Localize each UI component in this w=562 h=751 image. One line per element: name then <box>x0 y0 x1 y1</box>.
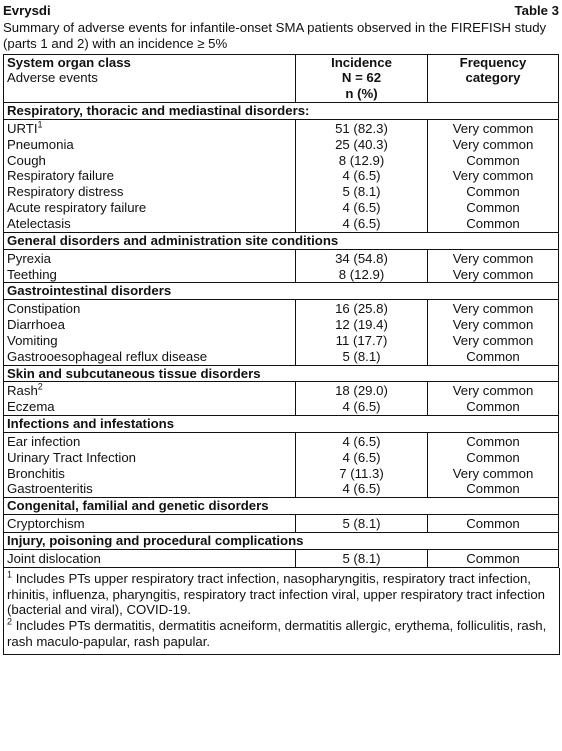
adverse-event-name: Atelectasis <box>7 215 71 231</box>
adverse-event-name: Gastroenteritis <box>7 481 93 497</box>
adverse-event-cell <box>4 349 296 365</box>
table-row <box>4 450 559 466</box>
adverse-event-group <box>4 515 559 533</box>
incidence-cell: 51 (82.3) <box>296 119 428 136</box>
header-col1-subtitle: Adverse events <box>7 70 98 86</box>
header-col1-title: System organ class <box>7 54 131 70</box>
footnote-1-marker: 1 <box>7 569 13 580</box>
section-header-group <box>4 416 559 433</box>
header-col2-n: N = 62 <box>341 70 382 86</box>
adverse-events-table <box>3 54 559 568</box>
adverse-event-name: Urinary Tract Infection <box>7 449 136 465</box>
frequency-cell: Very common <box>428 333 559 349</box>
frequency-cell: Very common <box>428 317 559 333</box>
incidence-cell: 4 (6.5) <box>296 450 428 466</box>
adverse-event-name: Respiratory distress <box>7 184 124 200</box>
frequency-cell: Very common <box>428 300 559 317</box>
table-row <box>4 300 559 317</box>
adverse-event-cell <box>4 200 296 216</box>
incidence-cell: 5 (8.1) <box>296 515 428 533</box>
incidence-cell: 12 (19.4) <box>296 317 428 333</box>
table-row <box>4 549 559 567</box>
document-header <box>3 3 559 19</box>
frequency-cell: Very common <box>428 137 559 153</box>
incidence-cell: 4 (6.5) <box>296 399 428 415</box>
adverse-event-cell <box>4 317 296 333</box>
adverse-event-cell <box>4 549 296 567</box>
frequency-cell: Very common <box>428 267 559 283</box>
incidence-cell: 4 (6.5) <box>296 432 428 449</box>
table-row <box>4 184 559 200</box>
adverse-event-name: Pyrexia <box>7 250 51 266</box>
adverse-event-name: Teething <box>7 266 57 282</box>
table-row <box>4 153 559 169</box>
adverse-event-cell <box>4 153 296 169</box>
adverse-event-cell <box>4 249 296 266</box>
section-header-row <box>4 103 559 120</box>
frequency-cell: Common <box>428 432 559 449</box>
table-row <box>4 481 559 497</box>
incidence-cell: 4 (6.5) <box>296 216 428 232</box>
adverse-event-cell <box>4 184 296 200</box>
adverse-event-name: Rash <box>7 383 38 399</box>
adverse-event-cell <box>4 333 296 349</box>
header-col2-unit: n (%) <box>345 86 378 102</box>
adverse-event-name: URTI <box>7 120 38 136</box>
system-organ-class-title: Gastrointestinal disorders <box>4 283 559 300</box>
adverse-event-cell <box>4 450 296 466</box>
header-col3-subtitle: category <box>465 70 521 86</box>
adverse-event-cell <box>4 399 296 415</box>
table-row <box>4 137 559 153</box>
incidence-cell: 8 (12.9) <box>296 267 428 283</box>
frequency-cell: Common <box>428 515 559 533</box>
adverse-event-name: Acute respiratory failure <box>7 200 147 216</box>
adverse-event-group <box>4 549 559 567</box>
adverse-event-group <box>4 432 559 497</box>
section-header-group <box>4 365 559 382</box>
system-organ-class-title: Congenital, familial and genetic disorders <box>4 498 559 515</box>
footnote-2 <box>7 618 556 650</box>
adverse-event-cell <box>4 267 296 283</box>
adverse-event-cell <box>4 515 296 533</box>
incidence-cell: 34 (54.8) <box>296 249 428 266</box>
table-row <box>4 349 559 365</box>
adverse-event-cell <box>4 216 296 232</box>
frequency-cell: Common <box>428 200 559 216</box>
incidence-cell: 5 (8.1) <box>296 549 428 567</box>
product-name: Evrysdi <box>3 3 51 18</box>
incidence-cell: 16 (25.8) <box>296 300 428 317</box>
header-frequency <box>428 54 559 103</box>
section-header-row <box>4 283 559 300</box>
adverse-event-group <box>4 382 559 416</box>
table-row <box>4 432 559 449</box>
footnote-2-marker: 2 <box>7 616 13 627</box>
incidence-cell: 18 (29.0) <box>296 382 428 399</box>
table-label: Table 3 <box>514 3 559 18</box>
frequency-cell: Common <box>428 481 559 497</box>
adverse-event-cell <box>4 432 296 449</box>
adverse-event-name: Cough <box>7 152 46 168</box>
incidence-cell: 11 (17.7) <box>296 333 428 349</box>
footnote-reference: 2 <box>37 382 43 393</box>
frequency-cell: Common <box>428 184 559 200</box>
header-col3-title: Frequency <box>459 54 527 70</box>
incidence-cell: 25 (40.3) <box>296 137 428 153</box>
adverse-event-name: Gastrooesophageal reflux disease <box>7 348 208 364</box>
frequency-cell: Common <box>428 399 559 415</box>
adverse-event-name: Constipation <box>7 301 81 317</box>
incidence-cell: 5 (8.1) <box>296 349 428 365</box>
section-header-group <box>4 498 559 515</box>
footnotes <box>3 568 560 655</box>
adverse-event-name: Respiratory failure <box>7 168 115 184</box>
incidence-cell: 8 (12.9) <box>296 153 428 169</box>
adverse-event-cell <box>4 382 296 399</box>
section-header-row <box>4 232 559 249</box>
table-row <box>4 200 559 216</box>
adverse-event-group <box>4 249 559 283</box>
incidence-cell: 4 (6.5) <box>296 481 428 497</box>
frequency-cell: Common <box>428 349 559 365</box>
table-row <box>4 515 559 533</box>
table-header-row <box>4 54 559 103</box>
header-col2-title: Incidence <box>331 54 392 70</box>
frequency-cell: Very common <box>428 249 559 266</box>
frequency-cell: Very common <box>428 382 559 399</box>
footnote-2-text: Includes PTs dermatitis, dermatitis acneiform, dermatitis allergic, erythema, folliculitis, rash, rash maculo-papular, rash papular. <box>7 618 547 650</box>
section-header-group <box>4 533 559 550</box>
frequency-cell: Very common <box>428 168 559 184</box>
table-row <box>4 216 559 232</box>
section-header-group <box>4 283 559 300</box>
adverse-event-name: Joint dislocation <box>7 550 101 566</box>
table-row <box>4 399 559 415</box>
table-row <box>4 382 559 399</box>
section-header-group <box>4 103 559 120</box>
adverse-event-cell <box>4 481 296 497</box>
section-header-group <box>4 232 559 249</box>
adverse-event-cell <box>4 300 296 317</box>
frequency-cell: Common <box>428 153 559 169</box>
adverse-event-cell <box>4 137 296 153</box>
table-row <box>4 168 559 184</box>
frequency-cell: Very common <box>428 119 559 136</box>
footnote-1 <box>7 571 556 619</box>
frequency-cell: Common <box>428 549 559 567</box>
table-row <box>4 267 559 283</box>
table-row <box>4 466 559 482</box>
adverse-event-name: Pneumonia <box>7 136 74 152</box>
adverse-event-cell <box>4 119 296 136</box>
table-row <box>4 249 559 266</box>
adverse-event-name: Bronchitis <box>7 465 65 481</box>
frequency-cell: Common <box>428 216 559 232</box>
adverse-event-name: Cryptorchism <box>7 516 85 532</box>
system-organ-class-title: Injury, poisoning and procedural complications <box>4 533 559 550</box>
incidence-cell: 7 (11.3) <box>296 466 428 482</box>
table-row <box>4 119 559 136</box>
system-organ-class-title: Skin and subcutaneous tissue disorders <box>4 365 559 382</box>
footnote-reference: 1 <box>37 119 43 130</box>
header-incidence <box>296 54 428 103</box>
system-organ-class-title: Infections and infestations <box>4 416 559 433</box>
section-header-row <box>4 533 559 550</box>
section-header-row <box>4 498 559 515</box>
table-row <box>4 333 559 349</box>
adverse-event-name: Eczema <box>7 399 55 415</box>
frequency-cell: Common <box>428 450 559 466</box>
table-caption: Summary of adverse events for infantile-onset SMA patients observed in the FIREFISH study (parts 1 and 2) with an incidence ≥ 5% <box>3 19 547 51</box>
section-header-row <box>4 365 559 382</box>
system-organ-class-title: General disorders and administration site conditions <box>4 232 559 249</box>
footnote-1-text: Includes PTs upper respiratory tract infection, nasopharyngitis, respiratory tract infection, rhinitis, influenza, pharyngitis, respiratory tract infection viral, upper respiratory tract infection (bacterial and viral), COVID-19. <box>7 570 545 618</box>
incidence-cell: 4 (6.5) <box>296 200 428 216</box>
incidence-cell: 4 (6.5) <box>296 168 428 184</box>
adverse-event-cell <box>4 466 296 482</box>
adverse-event-group <box>4 119 559 232</box>
table-row <box>4 317 559 333</box>
adverse-event-cell <box>4 168 296 184</box>
system-organ-class-title: Respiratory, thoracic and mediastinal disorders: <box>4 103 559 120</box>
header-system-organ-class <box>4 54 296 103</box>
adverse-event-group <box>4 300 559 365</box>
adverse-event-name: Ear infection <box>7 433 81 449</box>
frequency-cell: Very common <box>428 466 559 482</box>
adverse-event-name: Diarrhoea <box>7 317 65 333</box>
section-header-row <box>4 416 559 433</box>
adverse-event-name: Vomiting <box>7 332 58 348</box>
incidence-cell: 5 (8.1) <box>296 184 428 200</box>
